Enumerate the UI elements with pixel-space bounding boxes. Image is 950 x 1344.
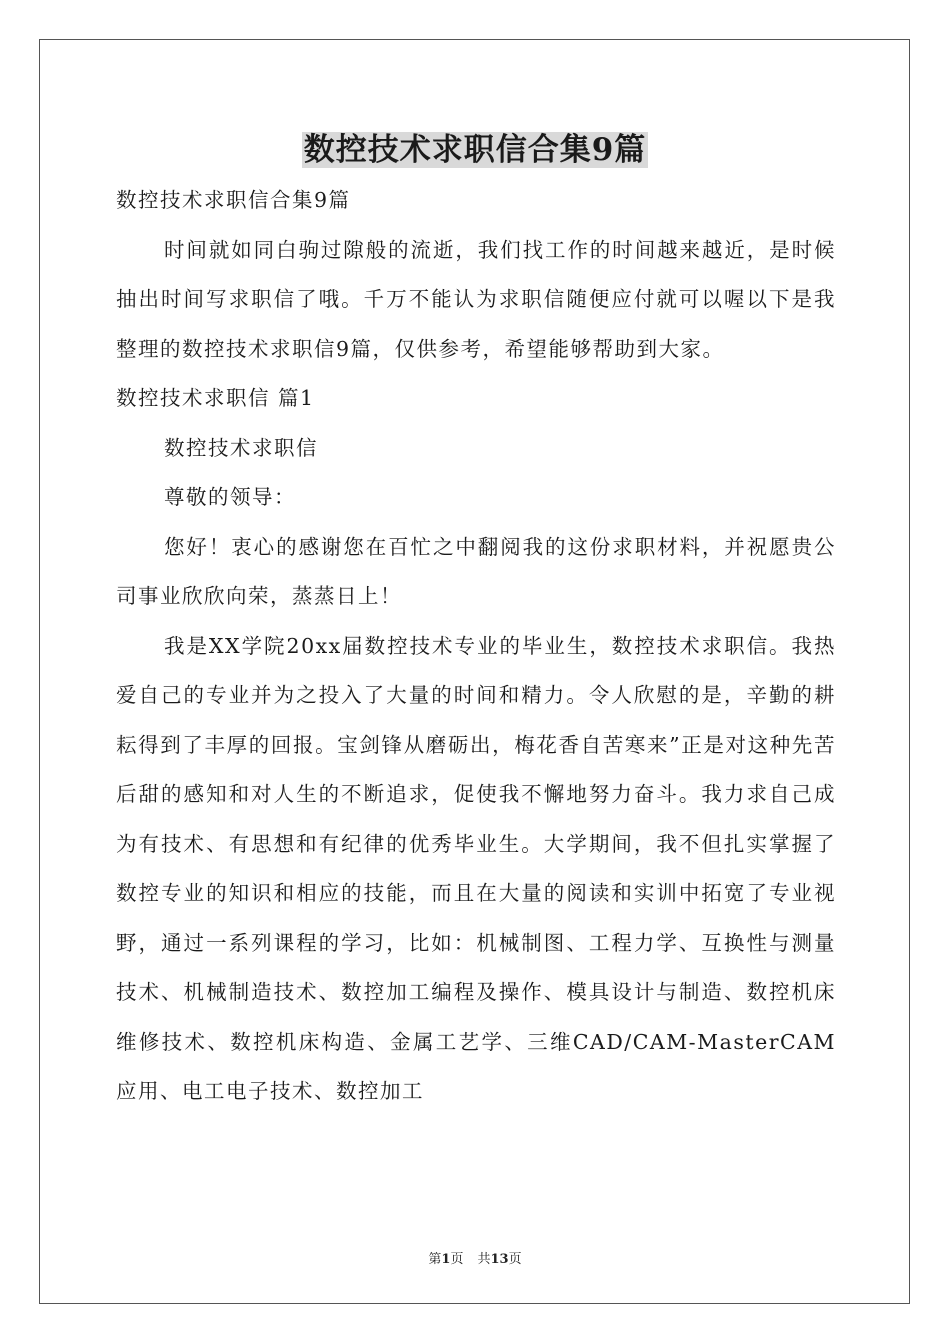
footer-page-suffix: 页 — [450, 1252, 464, 1267]
page-footer — [0, 1248, 950, 1267]
paragraph: 您好！衷心的感谢您在百忙之中翻阅我的这份求职材料，并祝愿贵公司事业欣欣向荣，蒸蒸日上！ — [116, 534, 836, 608]
paragraph: 时间就如同白驹过隙般的流逝，我们找工作的时间越来越近，是时候抽出时间写求职信了哦。千万不能认为求职信随便应付就可以喔以下是我整理的数控技术求职信9篇，仅供参考，希望能够帮助到大家。 — [116, 237, 836, 361]
document-title-text: 数控技术求职信合集9篇 — [303, 132, 647, 168]
footer-page-number: 1 — [441, 1252, 451, 1267]
footer-total-suffix: 页 — [508, 1252, 522, 1267]
document-body — [116, 176, 836, 1117]
salutation: 尊敬的领导： — [164, 485, 296, 509]
paragraph: 我是XX学院20xx届数控技术专业的毕业生，数控技术求职信。我热爱自己的专业并为之投入了大量的时间和精力。令人欣慰的是，辛勤的耕耘得到了丰厚的回报。宝剑锋从磨砺出，梅花香自苦寒来”正是对这种先苦后甜的感知和对人生的不断追求，促使我不懈地努力奋斗。我力求自己成为有技术、有思想和有纪律的优秀毕业生。大学期间，我不但扎实掌握了数控专业的知识和相应的技能，而且在大量的阅读和实训中拓宽了专业视野，通过一系列课程的学习，比如：机械制图、工程力学、互换性与测量技术、机械制造技术、数控加工编程及操作、模具设计与制造、数控机床维修技术、数控机床构造、金属工艺学、三维CAD/CAM-MasterCAM应用、电工电子技术、数控加工 — [116, 633, 836, 1103]
paragraph: 数控技术求职信合集9篇 — [116, 188, 351, 212]
footer-page-prefix: 第 — [428, 1252, 442, 1267]
footer-total-pages: 13 — [490, 1252, 509, 1267]
paragraph: 数控技术求职信 — [164, 435, 318, 460]
document-title — [0, 128, 950, 172]
section-heading: 数控技术求职信 篇1 — [116, 386, 315, 410]
footer-total-prefix: 共 — [477, 1252, 491, 1267]
